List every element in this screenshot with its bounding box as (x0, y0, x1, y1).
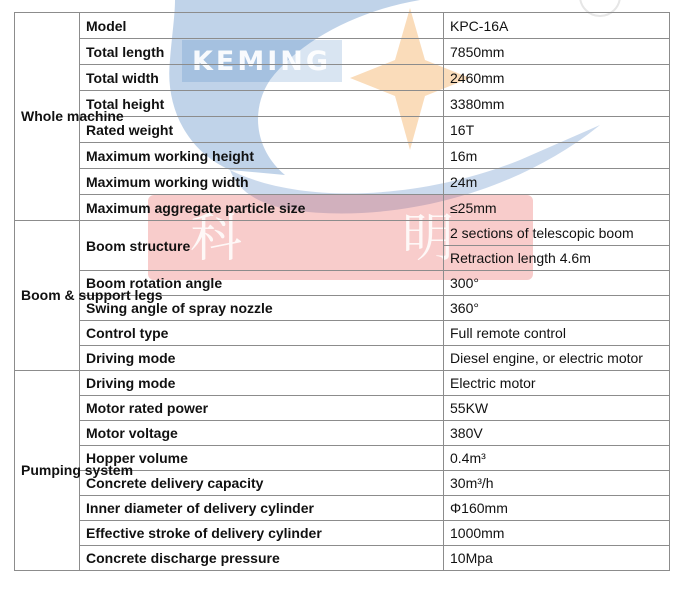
table-row (15, 321, 670, 346)
table-row (15, 143, 670, 169)
spec-value: 30m³/h (444, 471, 670, 496)
spec-value: 2460mm (444, 65, 670, 91)
table-row (15, 421, 670, 446)
spec-value: 16m (444, 143, 670, 169)
spec-value: 360° (444, 296, 670, 321)
spec-value: ≤25mm (444, 195, 670, 221)
table-row (15, 371, 670, 396)
table-row (15, 195, 670, 221)
spec-value: 24m (444, 169, 670, 195)
table-row (15, 346, 670, 371)
table-row (15, 496, 670, 521)
spec-label: Motor voltage (80, 421, 444, 446)
spec-label: Driving mode (80, 346, 444, 371)
spec-label: Boom structure (80, 221, 444, 271)
table-row (15, 396, 670, 421)
spec-value: Full remote control (444, 321, 670, 346)
spec-label: Control type (80, 321, 444, 346)
spec-value: 380V (444, 421, 670, 446)
spec-label: Driving mode (80, 371, 444, 396)
table-row (15, 546, 670, 571)
spec-label: Maximum working height (80, 143, 444, 169)
section-group-label: Pumping system (15, 371, 80, 571)
watermark-glyph-1: 科 (190, 209, 243, 269)
spec-label: Boom rotation angle (80, 271, 444, 296)
spec-value: 7850mm (444, 39, 670, 65)
spec-label: Model (80, 13, 444, 39)
table-row (15, 65, 670, 91)
spec-value: Diesel engine, or electric motor (444, 346, 670, 371)
table-row (15, 169, 670, 195)
spec-value: Electric motor (444, 371, 670, 396)
spec-label: Total height (80, 91, 444, 117)
table-row (15, 221, 670, 246)
spec-value: KPC-16A (444, 13, 670, 39)
section-group-label: Boom & support legs (15, 221, 80, 371)
table-row (15, 13, 670, 39)
watermark-brand: KEMING (192, 46, 332, 77)
spec-label: Concrete discharge pressure (80, 546, 444, 571)
spec-value: 55KW (444, 396, 670, 421)
section-group-label: Whole machine (15, 13, 80, 221)
spec-label: Total width (80, 65, 444, 91)
spec-value: 2 sections of telescopic boom (444, 221, 670, 246)
spec-label: Concrete delivery capacity (80, 471, 444, 496)
table-row (15, 521, 670, 546)
spec-value: 16T (444, 117, 670, 143)
spec-value: 0.4m³ (444, 446, 670, 471)
spec-table (14, 12, 670, 571)
spec-label: Maximum working width (80, 169, 444, 195)
spec-label: Effective stroke of delivery cylinder (80, 521, 444, 546)
spec-label: Maximum aggregate particle size (80, 195, 444, 221)
spec-value: 10Mpa (444, 546, 670, 571)
spec-label: Total length (80, 39, 444, 65)
spec-value: Retraction length 4.6m (444, 246, 670, 271)
table-row (15, 296, 670, 321)
spec-value: 300° (444, 271, 670, 296)
spec-label: Inner diameter of delivery cylinder (80, 496, 444, 521)
spec-label: Rated weight (80, 117, 444, 143)
table-row (15, 471, 670, 496)
spec-value: 3380mm (444, 91, 670, 117)
spec-label: Hopper volume (80, 446, 444, 471)
spec-label: Swing angle of spray nozzle (80, 296, 444, 321)
spec-value: 1000mm (444, 521, 670, 546)
spec-value: Φ160mm (444, 496, 670, 521)
spec-label: Motor rated power (80, 396, 444, 421)
table-row (15, 39, 670, 65)
watermark-glyph-2: 明 (402, 209, 455, 269)
